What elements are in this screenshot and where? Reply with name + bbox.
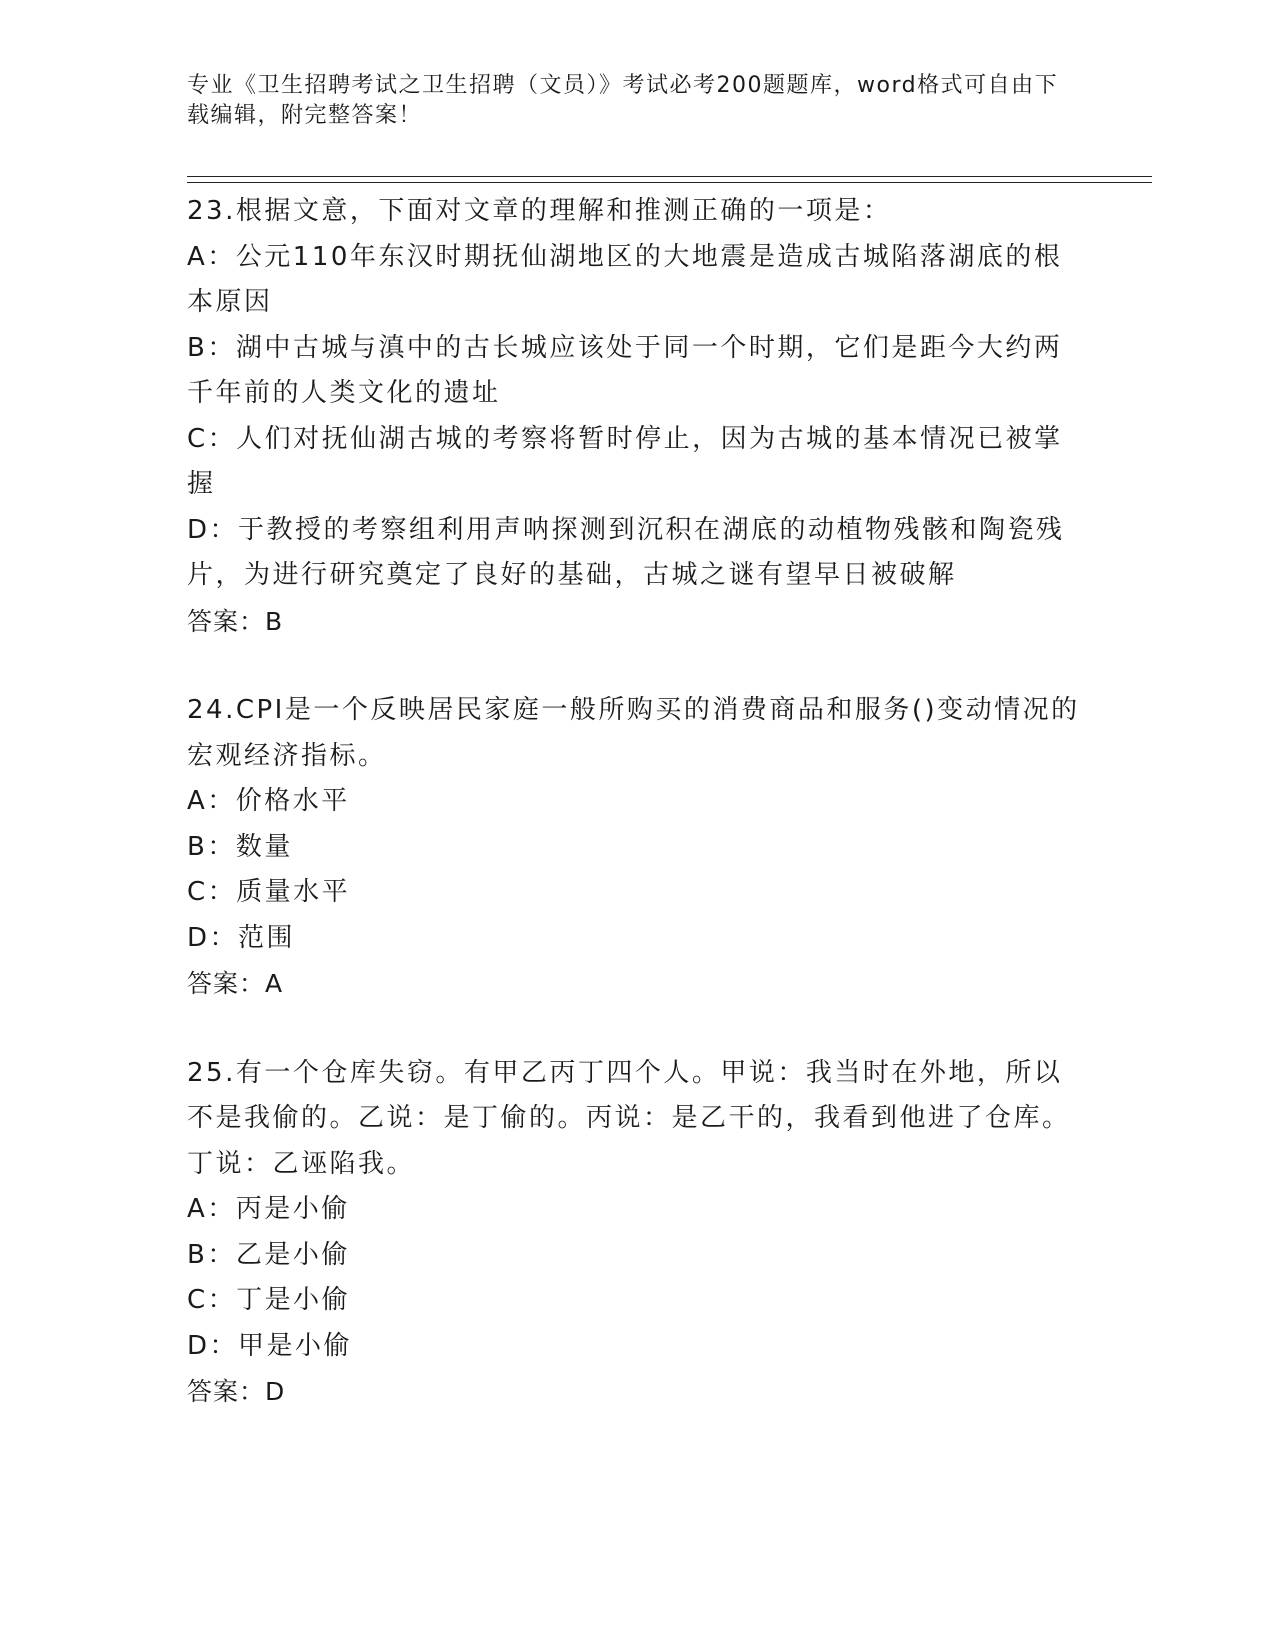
option-c: C：质量水平: [187, 877, 351, 907]
option-b: B：数量: [187, 831, 293, 862]
document-header: 专业《卫生招聘考试之卫生招聘（文员）》考试必考200题题库，word格式可自由下载编辑，附完整答案！: [187, 73, 1059, 128]
question-24: [187, 688, 1087, 1007]
option-a: A：价格水平: [187, 786, 350, 816]
header-divider-bottom: [187, 182, 1152, 183]
question-stem: 25.有一个仓库失窃。有甲乙丙丁四个人。甲说：我当时在外地，所以不是我偷的。乙说：是丁偷的。丙说：是乙干的，我看到他进了仓库。丁说：乙诬陷我。: [187, 1057, 1071, 1179]
header-divider-top: [187, 176, 1152, 177]
answer-label: 答案：B: [187, 606, 284, 636]
question-list: [187, 189, 1087, 1459]
option-b: B：乙是小偷: [187, 1239, 350, 1270]
question-25: [187, 1051, 1087, 1415]
option-c: C：丁是小偷: [187, 1285, 351, 1315]
answer-label: 答案：D: [187, 1377, 286, 1406]
question-23: [187, 189, 1087, 644]
option-a: A：公元110年东汉时期抚仙湖地区的大地震是造成古城陷落湖底的根本原因: [187, 241, 1063, 317]
option-b: B：湖中古城与滇中的古长城应该处于同一个时期，它们是距今大约两千年前的人类文化的遗址: [187, 332, 1063, 408]
question-stem: 24.CPI是一个反映居民家庭一般所购买的消费商品和服务()变动情况的宏观经济指标。: [187, 695, 1080, 771]
option-d: D：甲是小偷: [187, 1330, 353, 1361]
question-stem: 23.根据文意，下面对文章的理解和推测正确的一项是：: [187, 196, 892, 226]
option-d: D：于教授的考察组利用声呐探测到沉积在湖底的动植物残骸和陶瓷残片，为进行研究奠定了良好的基础，古城之谜有望早日被破解: [187, 514, 1065, 590]
answer-label: 答案：A: [187, 969, 284, 998]
option-d: D：范围: [187, 922, 296, 953]
option-c: C：人们对抚仙湖古城的考察将暂时停止，因为古城的基本情况已被掌握: [187, 423, 1063, 499]
option-a: A：丙是小偷: [187, 1194, 350, 1224]
